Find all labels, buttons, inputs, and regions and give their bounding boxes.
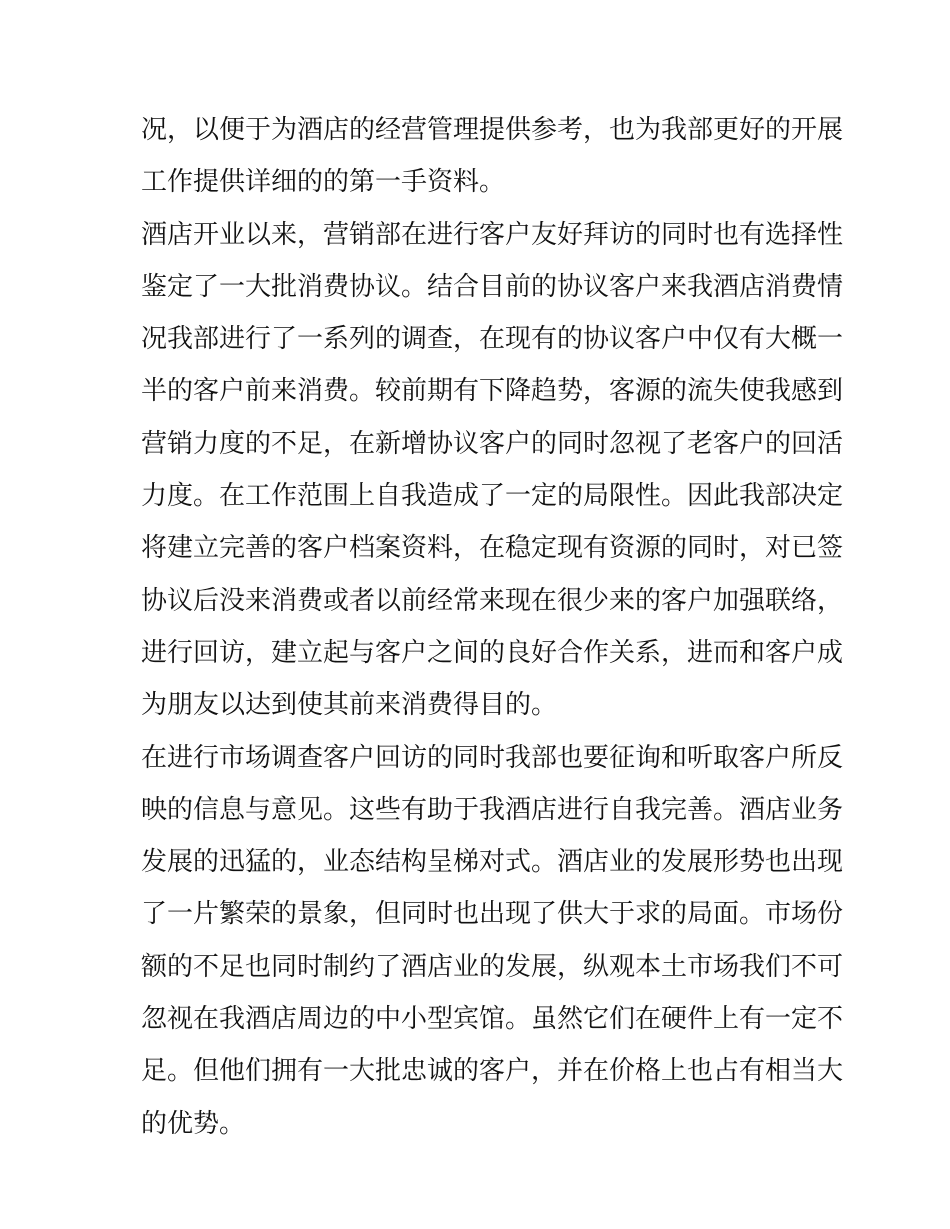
text-line: 鉴定了一大批消费协议。结合目前的协议客户来我酒店消费情 — [141, 271, 844, 302]
paragraph-1 — [141, 104, 844, 209]
paragraph-2 — [141, 209, 844, 732]
text-line: 营销力度的不足，在新增协议客户的同时忽视了老客户的回活 — [141, 428, 844, 459]
text-line: 酒店开业以来，营销部在进行客户友好拜访的同时也有选择性 — [141, 219, 844, 250]
text-line: 映的信息与意见。这些有助于我酒店进行自我完善。酒店业务 — [141, 794, 844, 825]
text-line: 半的客户前来消费。较前期有下降趋势，客源的流失使我感到 — [141, 376, 844, 407]
paragraph-3 — [141, 732, 844, 1150]
text-line: 力度。在工作范围上自我造成了一定的局限性。因此我部决定 — [141, 481, 844, 512]
text-line: 了一片繁荣的景象，但同时也出现了供大于求的局面。市场份 — [141, 899, 844, 930]
text-line: 况，以便于为酒店的经营管理提供参考，也为我部更好的开展 — [141, 115, 844, 145]
text-line: 忽视在我酒店周边的中小型宾馆。虽然它们在硬件上有一定不 — [141, 1004, 844, 1035]
text-line: 足。但他们拥有一大批忠诚的客户，并在价格上也占有相当大 — [141, 1056, 844, 1087]
text-line: 协议后没来消费或者以前经常来现在很少来的客户加强联络， — [141, 585, 844, 616]
text-line: 为朋友以达到使其前来消费得目的。 — [141, 690, 558, 721]
text-line: 将建立完善的客户档案资料，在稳定现有资源的同时，对已签 — [141, 533, 844, 564]
text-line: 进行回访，建立起与客户之间的良好合作关系，进而和客户成 — [141, 637, 844, 668]
text-line: 发展的迅猛的，业态结构呈梯对式。酒店业的发展形势也出现 — [141, 847, 844, 878]
text-line: 在进行市场调查客户回访的同时我部也要征询和听取客户所反 — [141, 742, 844, 773]
document-body — [141, 104, 844, 1150]
text-line: 工作提供详细的的第一手资料。 — [141, 167, 506, 198]
text-line: 的优势。 — [141, 1108, 246, 1139]
text-line: 额的不足也同时制约了酒店业的发展，纵观本土市场我们不可 — [141, 951, 844, 982]
text-line: 况我部进行了一系列的调查，在现有的协议客户中仅有大概一 — [141, 324, 844, 355]
